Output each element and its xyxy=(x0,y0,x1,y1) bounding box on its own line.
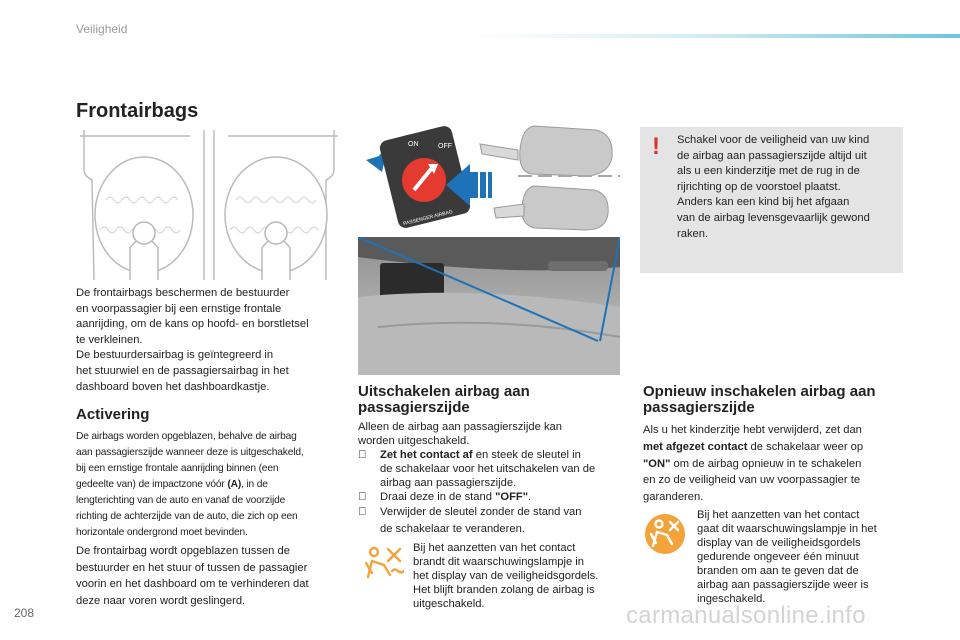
warning-line: raken. xyxy=(677,227,709,240)
reactivate-line: garanderen. xyxy=(643,491,704,504)
outro-line: bestuurder en het stuur of tussen de passagier xyxy=(76,561,308,574)
activering-line xyxy=(76,477,351,493)
airbag-on-icon xyxy=(643,512,687,556)
intro-line: te verkleinen. xyxy=(76,333,143,346)
note-line: display van de veiligheidsgordels xyxy=(697,537,861,549)
outro-line: deze naar voren wordt geslingerd. xyxy=(76,594,246,607)
intro-line: dashboard boven het dashboardkastje. xyxy=(76,380,270,393)
on-label: "ON" xyxy=(643,457,671,470)
reactivate-title-line: Opnieuw inschakelen airbag aan xyxy=(643,383,876,400)
intro-paragraph xyxy=(76,286,346,395)
step-2 xyxy=(358,490,628,504)
note-line: Bij het aanzetten van het contact xyxy=(697,509,860,521)
off-label: "OFF" xyxy=(495,491,529,503)
step-3-text: Verwijder de sleutel zonder de stand van xyxy=(380,506,582,518)
warning-icon: ! xyxy=(652,133,660,160)
intro-line: aanrijding, om de kans op hoofd- en borstletsel xyxy=(76,318,309,331)
watermark: carmanualsonline.info xyxy=(626,602,866,629)
warning-line: Schakel voor de veiligheid van uw kind xyxy=(677,134,870,146)
activering-text: gedeelte van) de impactzone vóór xyxy=(76,479,225,490)
frontairbags-illustration xyxy=(80,130,338,280)
warning-text xyxy=(677,133,897,242)
reactivate-text: de schakelaar weer op xyxy=(747,440,864,453)
activering-line: horizontale ondergrond moet bevinden. xyxy=(76,527,248,538)
reactivate-line xyxy=(643,439,913,456)
step-2-text: Draai deze in de stand xyxy=(380,491,496,503)
zone-label-a: (A) xyxy=(227,479,242,490)
step-1-text: de schakelaar voor het uitschakelen van de xyxy=(380,463,596,475)
activering-line: aan passagierszijde wanneer deze is uitgeschakeld, xyxy=(76,447,304,458)
reactivate-heading xyxy=(643,384,876,416)
step-1-text: airbag aan passagierszijde. xyxy=(380,477,517,489)
reactivate-line xyxy=(643,456,913,473)
note-line: uitgeschakeld. xyxy=(413,598,485,610)
svg-text:OFF: OFF xyxy=(438,143,452,150)
note-line: brandt dit waarschuwingslampje in xyxy=(413,556,585,568)
page-title: Frontairbags xyxy=(76,100,199,122)
activering-line: lengterichting van de auto en vanaf de voorzijde xyxy=(76,495,286,506)
note-line: gaat dit waarschuwingslampje in het xyxy=(697,523,877,535)
reactivate-line: Als u het kinderzitje hebt verwijderd, zet dan xyxy=(643,424,862,436)
note-line: branden om aan te geven dat de xyxy=(697,565,859,577)
step-3 xyxy=(358,504,628,538)
page-number: 208 xyxy=(14,606,35,620)
intro-line: De frontairbags beschermen de bestuurder xyxy=(76,287,290,299)
reactivate-paragraph xyxy=(643,422,913,506)
deactivate-intro: Alleen de airbag aan passagierszijde kan xyxy=(358,421,562,433)
intro-line: De bestuurdersairbag is geïntegreerd in xyxy=(76,349,274,362)
activering-line: bij een ernstige frontale aanrijding binnen (een xyxy=(76,463,279,474)
header-accent-bar xyxy=(470,34,960,38)
dashboard-image xyxy=(358,237,620,375)
note-line: het display van de veiligheidsgordels. xyxy=(413,570,599,582)
warning-line: van de airbag levensgevaarlijk gewond xyxy=(677,211,870,224)
key-fob-shape xyxy=(480,126,612,230)
deactivate-note xyxy=(413,541,633,611)
activering-heading: Activering xyxy=(76,406,150,423)
bullet-marker xyxy=(358,504,366,521)
note-line: Het blijft branden zolang de airbag is xyxy=(413,584,595,596)
child-seat-warning xyxy=(640,127,903,273)
note-line: gedurende ongeveer één minuut xyxy=(697,551,859,563)
outro-line: De frontairbag wordt opgeblazen tussen de xyxy=(76,545,290,557)
note-line: airbag aan passagierszijde weer is xyxy=(697,579,869,591)
activering-text: , in de xyxy=(241,479,268,490)
deactivate-heading xyxy=(358,384,530,416)
deactivate-paragraph xyxy=(358,420,628,538)
activering-line: De airbags worden opgeblazen, behalve de airbag xyxy=(76,431,297,442)
step-2-text: . xyxy=(528,491,532,503)
passenger-airbag-shape xyxy=(225,157,327,280)
reactivate-title-line: passagierszijde xyxy=(643,399,755,416)
bullet-marker xyxy=(358,490,366,504)
warning-line: de airbag aan passagierszijde altijd uit xyxy=(677,149,867,162)
step-1-text: en steek de sleutel in xyxy=(472,449,581,461)
intro-line: het stuurwiel en de passagiersairbag in het xyxy=(76,364,289,377)
deactivate-title-line: passagierszijde xyxy=(358,399,470,416)
reactivate-note xyxy=(697,508,907,606)
outro-paragraph xyxy=(76,543,351,609)
warning-line: Anders kan een kind bij het afgaan xyxy=(677,196,850,209)
step-1 xyxy=(358,448,628,490)
switch-label: PASSENGER AIRBAG xyxy=(402,209,454,228)
driver-airbag-shape xyxy=(95,157,193,280)
bullet-marker xyxy=(358,448,366,462)
deactivate-intro: worden uitgeschakeld. xyxy=(358,435,470,447)
activering-line: richting de achterzijde van de auto, die zich op een xyxy=(76,511,298,522)
deactivate-title-line: Uitschakelen airbag aan xyxy=(358,383,530,400)
reactivate-line: en zo de veiligheid van uw voorpassagier te xyxy=(643,474,861,487)
warning-line: rijrichting op de voorstoel plaatst. xyxy=(677,180,841,193)
key-switch-illustration xyxy=(358,124,622,236)
note-line: Bij het aanzetten van het contact xyxy=(413,542,576,554)
intro-line: en voorpassagier bij een ernstige frontale xyxy=(76,302,282,315)
contact-off-label: met afgezet contact xyxy=(643,440,748,453)
reactivate-text: om de airbag opnieuw in te schakelen xyxy=(670,457,862,470)
warning-line: als u een kinderzitje met de rug in de xyxy=(677,165,860,178)
activering-paragraph xyxy=(76,429,351,541)
note-line: ingeschakeld. xyxy=(697,593,766,605)
step-1-bold: Zet het contact af xyxy=(380,449,473,461)
step-3-text: de schakelaar te veranderen. xyxy=(380,523,525,535)
svg-text:ON: ON xyxy=(408,141,419,148)
airbag-off-icon xyxy=(362,543,404,583)
section-label: Veiligheid xyxy=(76,22,128,36)
outro-line: voorin en het dashboard om te verhinderen dat xyxy=(76,578,309,591)
